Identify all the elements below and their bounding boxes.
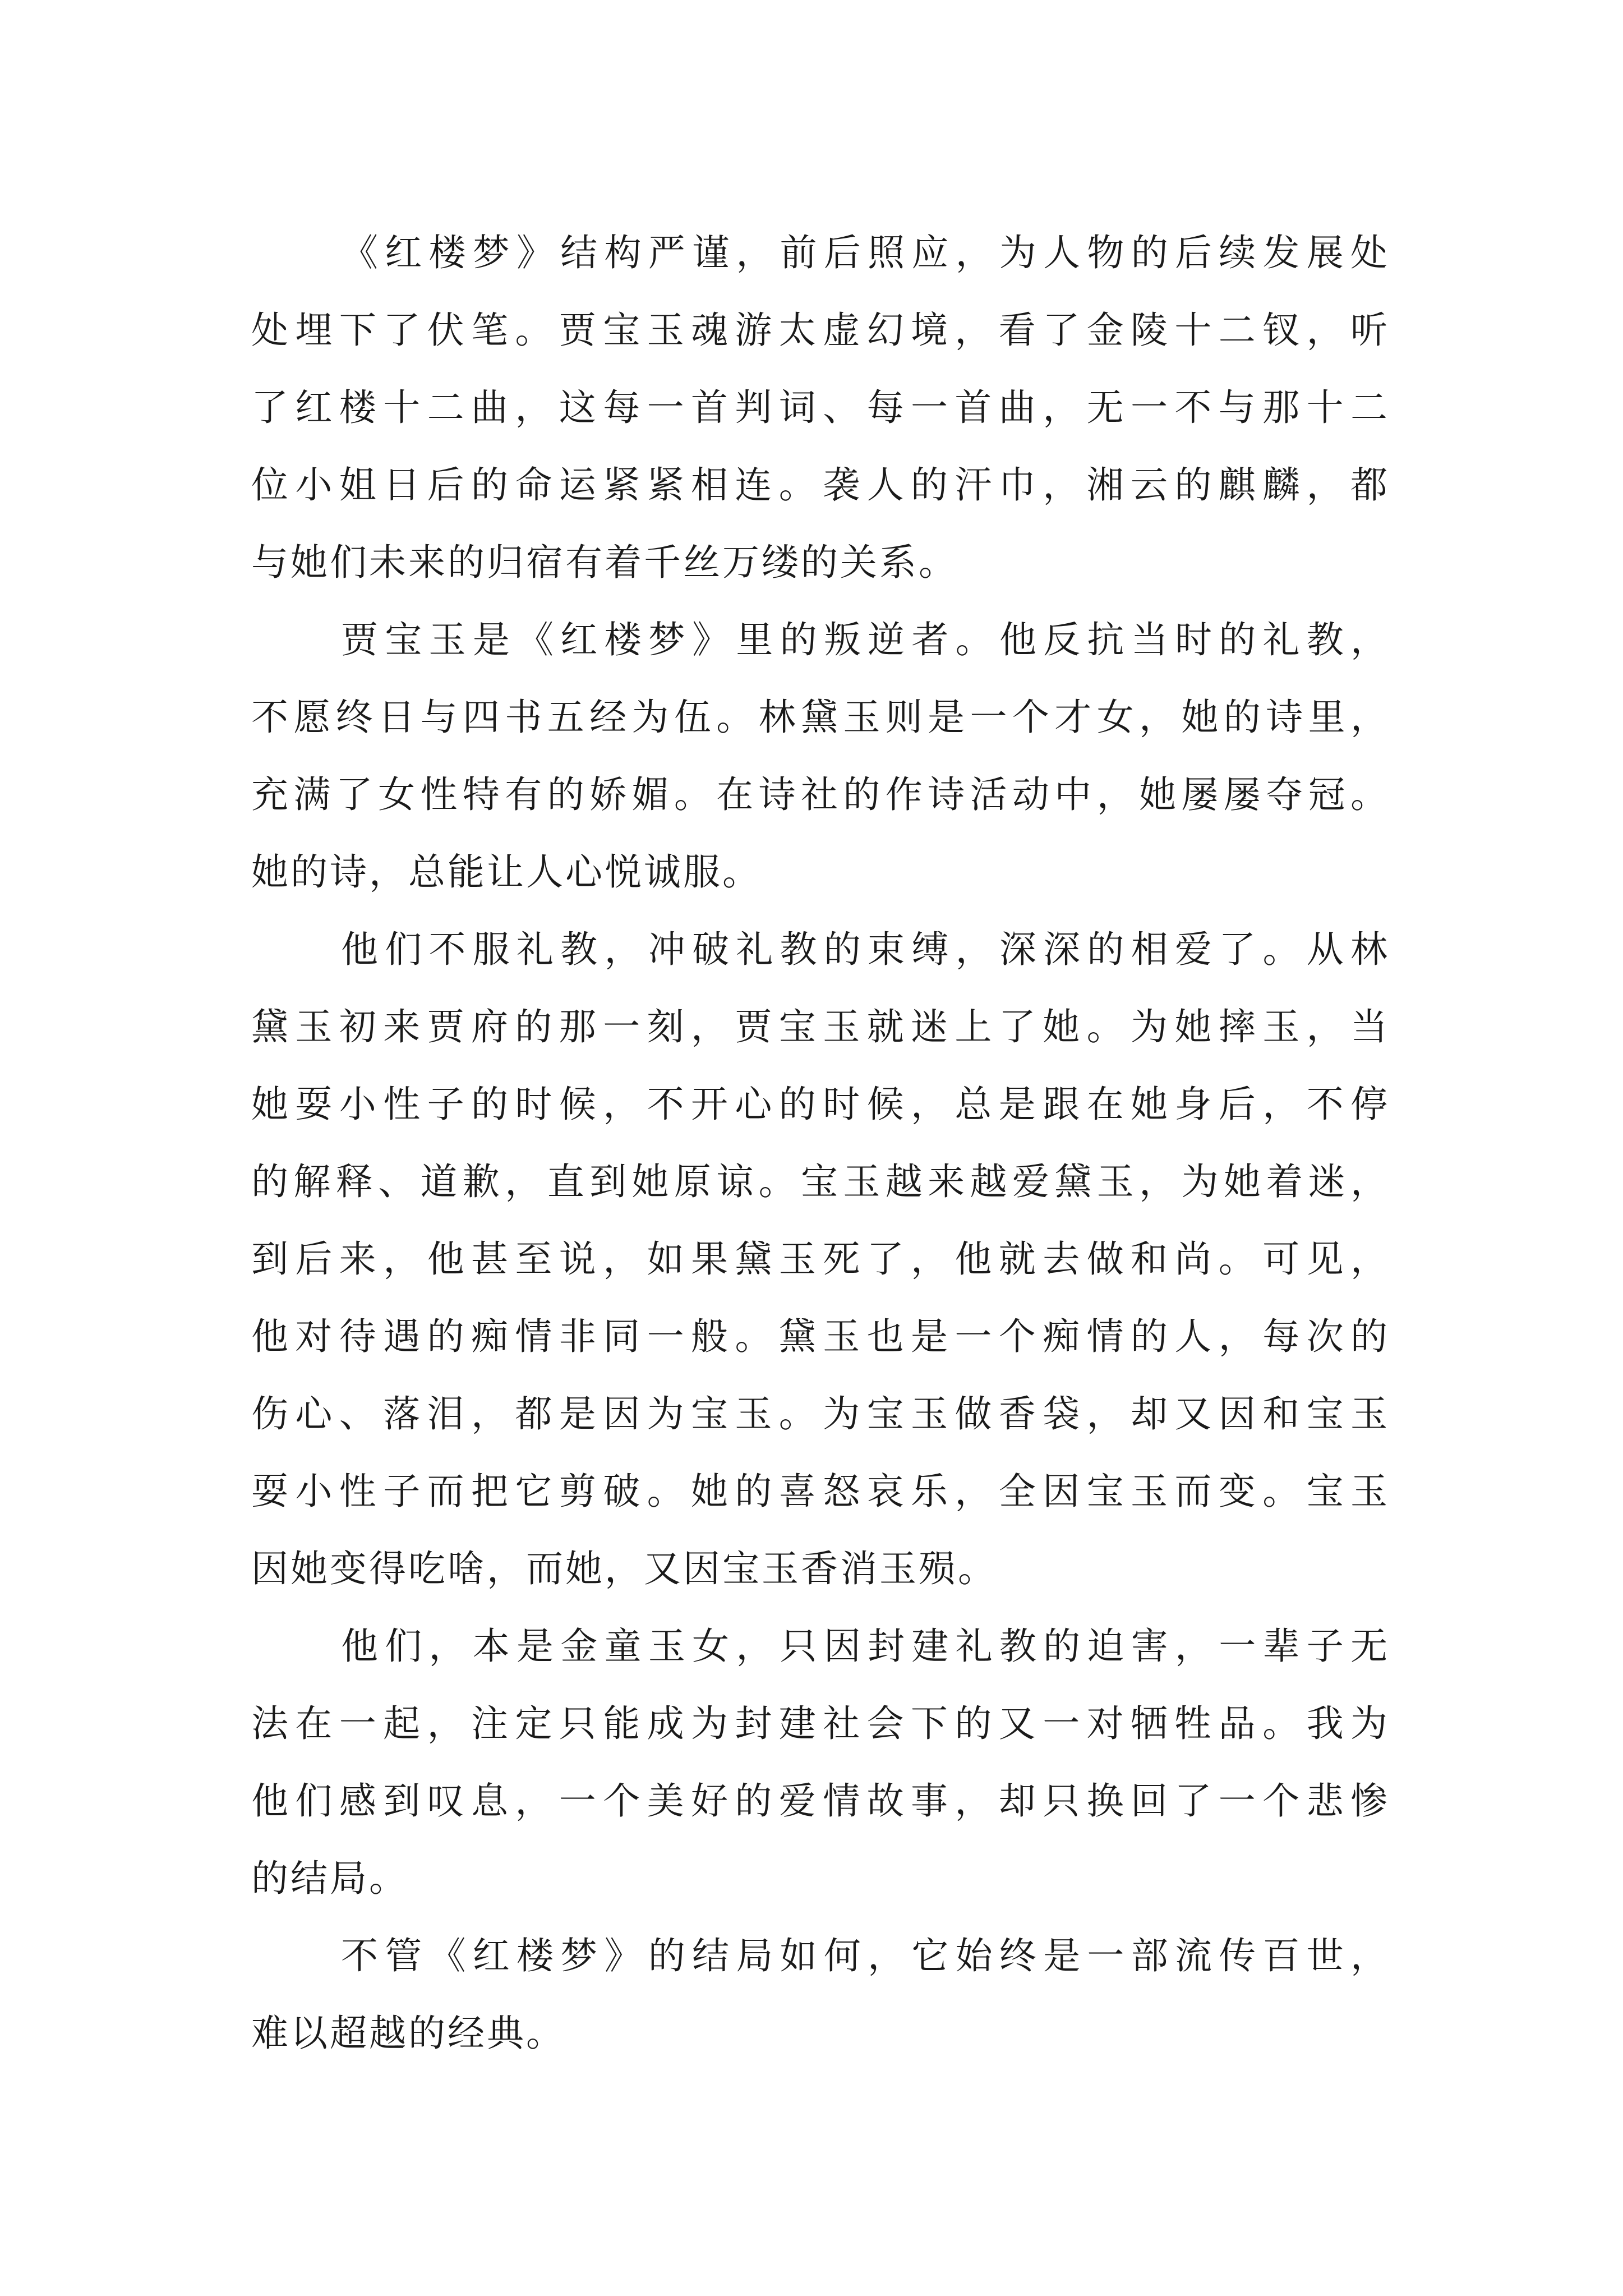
paragraph-line: 难以超越的经典。 — [251, 2012, 565, 2055]
paragraph-line: 她耍小性子的时候，不开心的时候，总是跟在她身后，不停 — [251, 1083, 1390, 1126]
paragraph-line: 了红楼十二曲，这每一首判词、每一首曲，无一不与那十二 — [251, 386, 1390, 429]
paragraph-line: 处埋下了伏笔。贾宝玉魂游太虚幻境，看了金陵十二钗，听 — [251, 309, 1390, 352]
paragraph-line: 不愿终日与四书五经为伍。林黛玉则是一个才女，她的诗里， — [251, 696, 1390, 739]
paragraph — [251, 1608, 1390, 1917]
paragraph-line: 她的诗，总能让人心悦诚服。 — [251, 850, 762, 894]
paragraph-line: 耍小性子而把它剪破。她的喜怒哀乐，全因宝玉而变。宝玉 — [251, 1470, 1390, 1513]
paragraph-line: 的解释、道歉，直到她原谅。宝玉越来越爱黛玉，为她着迷， — [251, 1160, 1390, 1203]
paragraph-line: 他们不服礼教，冲破礼教的束缚，深深的相爱了。从林 — [341, 928, 1390, 971]
paragraph — [251, 214, 1390, 601]
paragraph — [251, 601, 1390, 911]
paragraph — [251, 911, 1390, 1608]
paragraph-line: 因她变得吃啥，而她，又因宝玉香消玉殒。 — [251, 1547, 997, 1590]
paragraph-line: 伤心、落泪，都是因为宝玉。为宝玉做香袋，却又因和宝玉 — [251, 1392, 1390, 1435]
paragraph-line: 他们，本是金童玉女，只因封建礼教的迫害，一辈子无 — [341, 1625, 1390, 1668]
document-body — [251, 214, 1390, 2072]
paragraph-line: 他们感到叹息，一个美好的爱情故事，却只换回了一个悲惨 — [251, 1779, 1390, 1823]
paragraph-line: 到后来，他甚至说，如果黛玉死了，他就去做和尚。可见， — [251, 1237, 1390, 1281]
paragraph-line: 位小姐日后的命运紧紧相连。袭人的汗巾，湘云的麒麟，都 — [251, 463, 1390, 507]
paragraph-line: 贾宝玉是《红楼梦》里的叛逆者。他反抗当时的礼教， — [341, 618, 1390, 661]
paragraph-line: 充满了女性特有的娇媚。在诗社的作诗活动中，她屡屡夺冠。 — [251, 773, 1390, 816]
paragraph-line: 与她们未来的归宿有着千丝万缕的关系。 — [251, 541, 958, 584]
paragraph-line: 《红楼梦》结构严谨，前后照应，为人物的后续发展处 — [341, 231, 1390, 274]
paragraph-line: 不管《红楼梦》的结局如何，它始终是一部流传百世， — [341, 1934, 1390, 1977]
paragraph-line: 黛玉初来贾府的那一刻，贾宝玉就迷上了她。为她摔玉，当 — [251, 1005, 1390, 1048]
paragraph — [251, 1917, 1390, 2072]
paragraph-line: 法在一起，注定只能成为封建社会下的又一对牺牲品。我为 — [251, 1702, 1390, 1745]
paragraph-line: 的结局。 — [251, 1857, 408, 1900]
paragraph-line: 他对待遇的痴情非同一般。黛玉也是一个痴情的人，每次的 — [251, 1315, 1390, 1358]
